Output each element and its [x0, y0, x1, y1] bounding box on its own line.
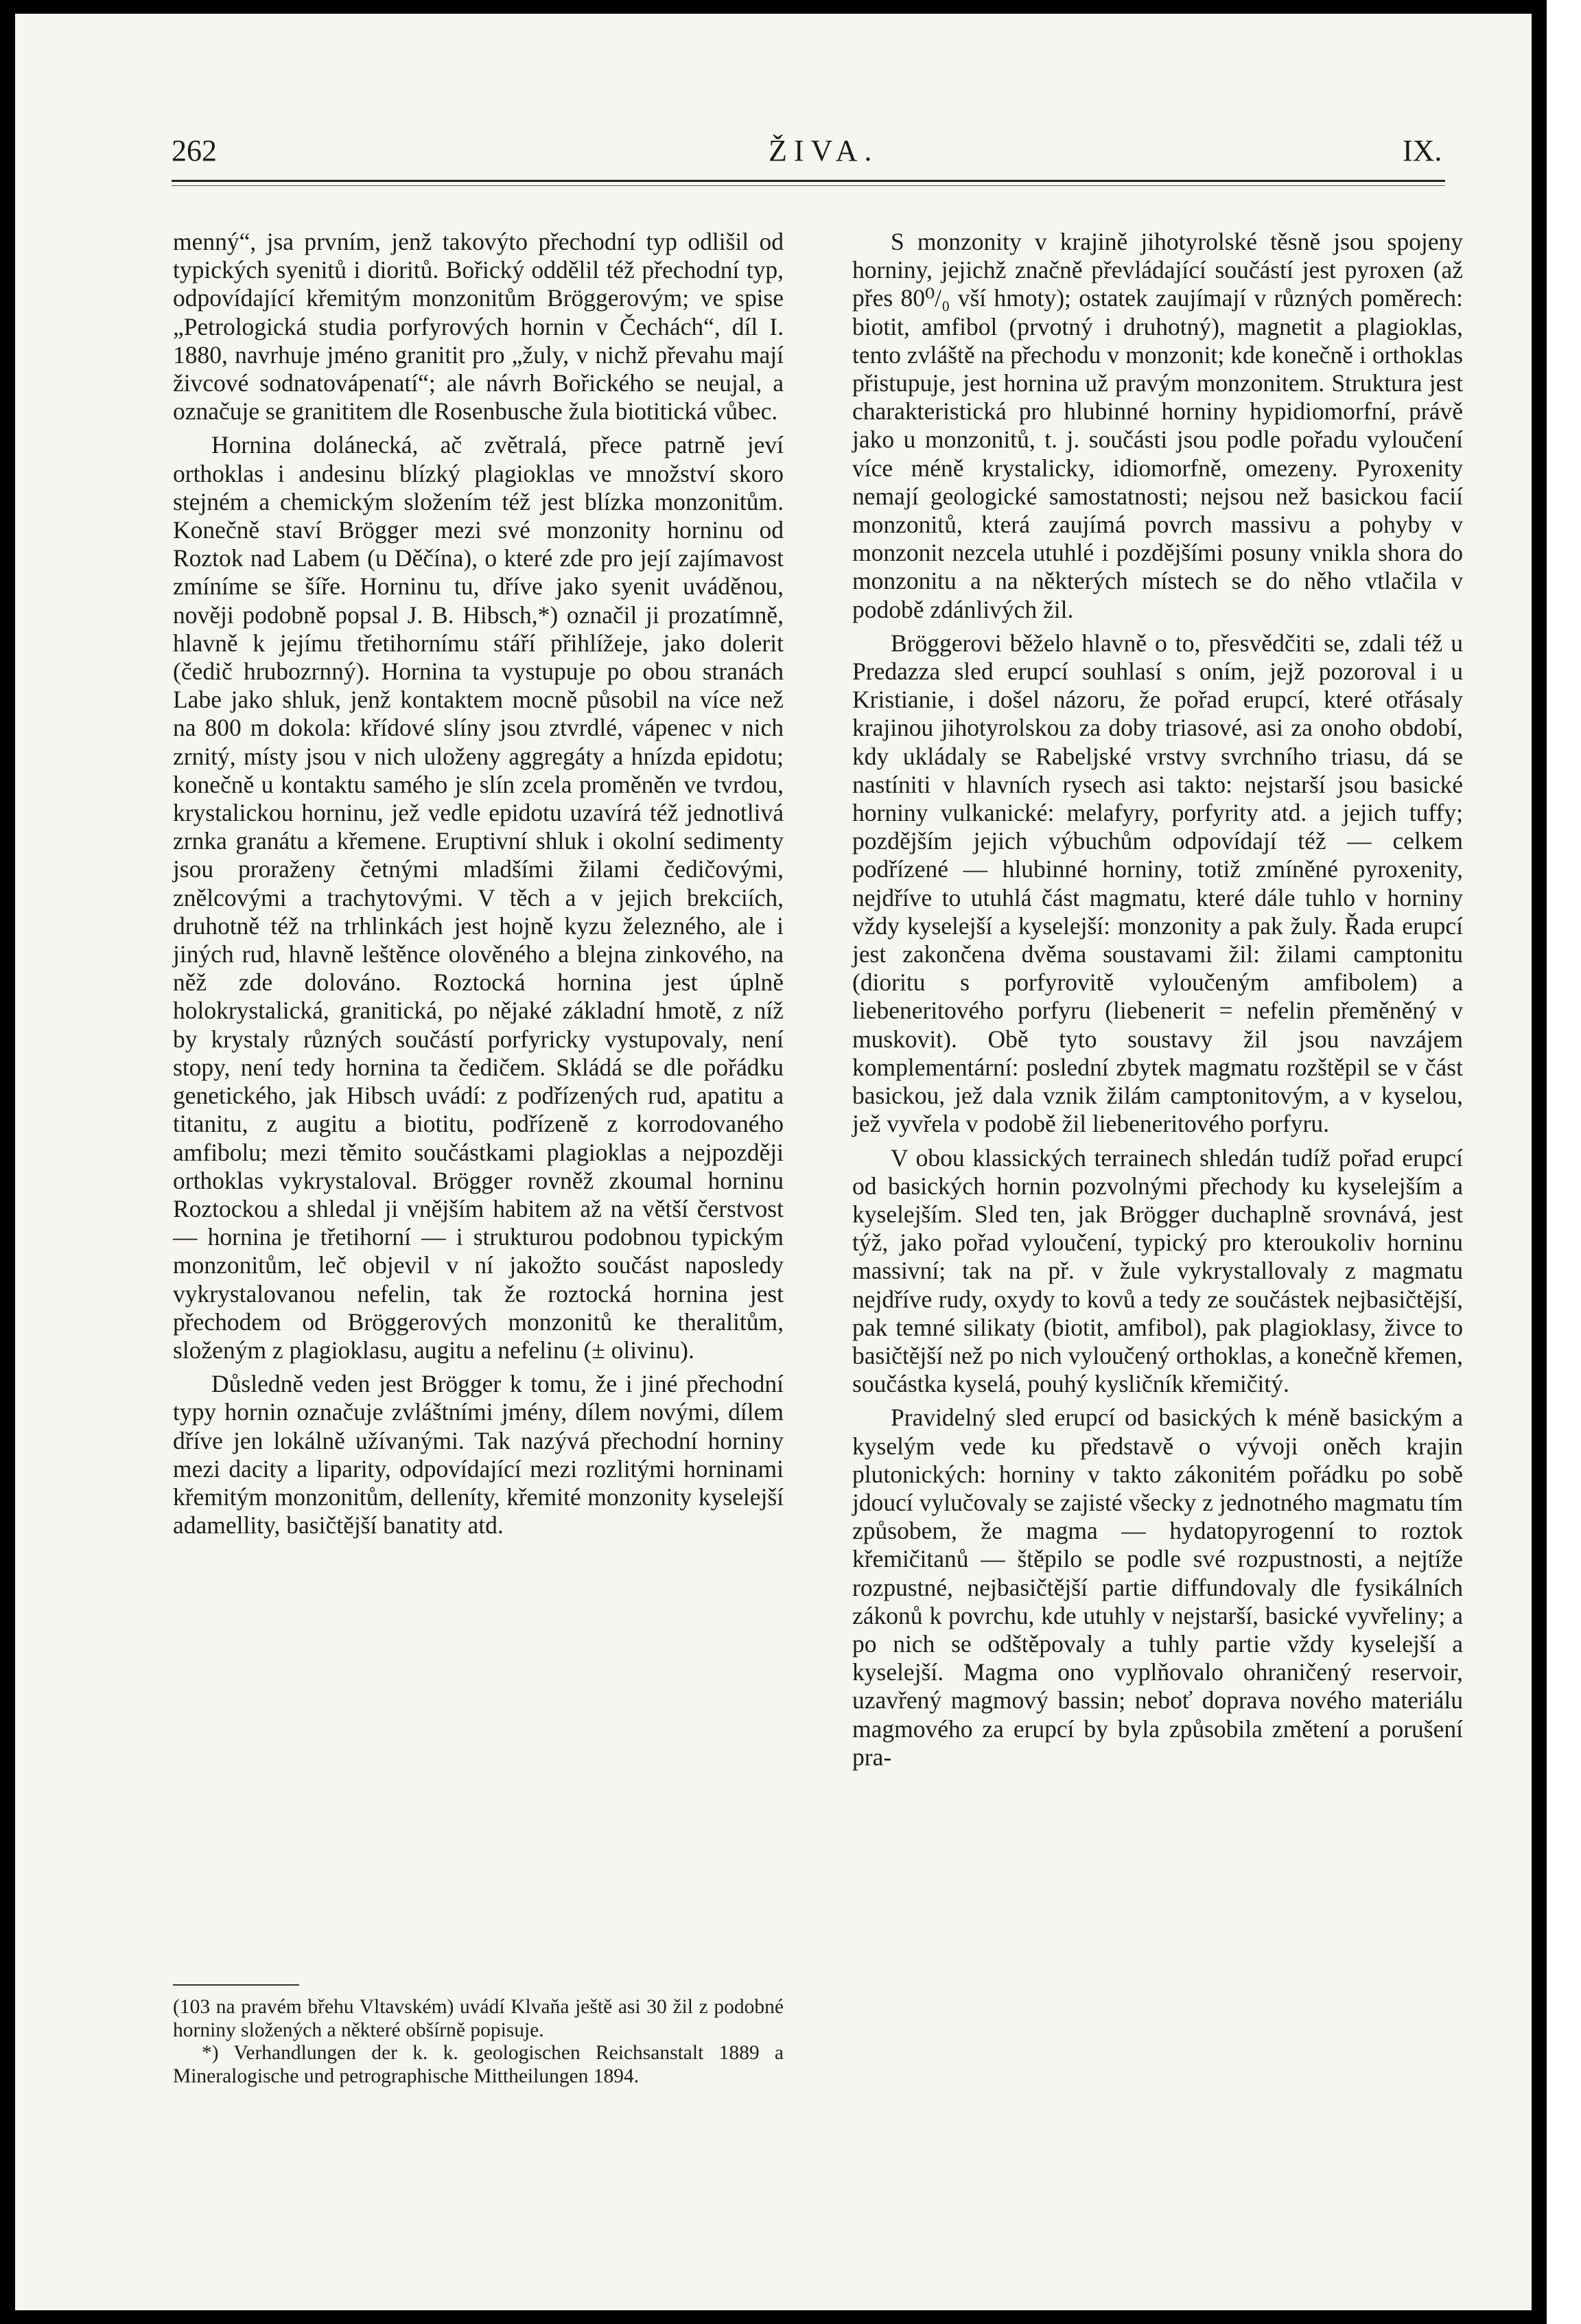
paragraph: V obou klassických terrainech shledán tudíž pořad erupcí od basických hornin pozvolnými přechody ku kyselejším a kyselejším. Sled ten, jak Brögger duchaplně srovnává, jest týž, jako pořad vyloučení, typický pro kteroukoliv horninu massivní; tak na př. v žule vykrystallovaly z magmatu nejdříve rudy, oxydy to kovů a tedy ze součástek nejbasičtější, pak temné silikaty (biotit, amfibol), pak plagioklasy, živce to basičtější než po nich vyloučený orthoklas, a konečně křemen, součástka kyselá, pouhý kysličník křemičitý.: [852, 1143, 1463, 1398]
volume-number: IX.: [1403, 134, 1442, 167]
left-column: [173, 228, 784, 1539]
journal-title: ŽIVA.: [769, 134, 879, 167]
paragraph: menný“, jsa prvním, jenž takovýto přechodní typ odlišil od typických syenitů i dioritů. Bořický oddělil též přechodní typ, odpovídající křemitým monzonitům Bröggerovým; ve spise „Petrologická studia porfyrových hornin v Čechách“, díl I. 1880, navrhuje jméno granitit pro „žuly, v nichž převahu mají živcové sodnatovápenatí“; ale návrh Bořického se neujal, a označuje se granititem dle Rosenbusche žula biotitická vůbec.: [173, 228, 784, 426]
paragraph: Pravidelný sled erupcí od basických k méně basickým a kyselým vede ku představě o vývoji oněch krajin plutonických: horniny v takto zákonitém pořádku po sobě jdoucí vylučovaly se zajisté všecky z jednotného magmatu tím způsobem, že magma — hydatopyrogenní to roztok křemičitanů — štěpilo se podle své rozpustnosti, a nejtíže rozpustné, nejbasičtější partie diffundovaly dle fysikálních zákonů k povrchu, kde utuhly v nejstarší, basické vyvřeliny; a po nich se odštěpovaly a tuhly partie vždy kyselejší a kyselejší. Magma ono vyplňovalo ohraničený reservoir, uzavřený magmový bassin; neboť doprava nového materiálu magmového za erupcí by byla způsobila změtení a porušení pra-: [852, 1404, 1463, 1771]
footnote: *) Verhandlungen der k. k. geologischen Reichsanstalt 1889 a Mineralogische und petrographische Mittheilungen 1894.: [173, 2042, 784, 2087]
footnotes: [173, 1996, 784, 2088]
header-rule-thin: [172, 185, 1445, 186]
paragraph: Bröggerovi běželo hlavně o to, přesvědčiti se, zdali též u Predazza sled erupcí souhlasí s oním, jejž pozoroval i u Kristianie, i došel názoru, že pořad erupcí, které otřásaly krajinou jihotyrolskou za doby triasové, asi za onoho období, kdy ukládaly se Rabeljské vrstvy svrchního triasu, dá se nastíniti v hlavních rysech asi takto: nejstarší jsou basické horniny vulkanické: melafyry, porfyrity atd. a jejich tuffy; pozdějším jejich výbuchům odpovídají též — celkem podřízené — hlubinné horniny, totiž zmíněné pyroxenity, nejdříve to utuhlá část magmatu, které dále tuhlo v horniny vždy kyselejší a kyselejší: monzonity a pak žuly. Řada erupcí jest zakončena dvěma soustavami žil: žilami camptonitu (dioritu s porfyrovitě vyloučeným amfibolem) a liebeneritového porfyru (liebenerit = nefelin přeměněný v muskovit). Obě tyto soustavy žil jsou navzájem komplementární: poslední zbytek magmatu rozštěpil se v část basickou, jež dala vznik žilám camptonitovým, a v kyselou, jež vyvřela v podobě žil liebeneritového porfyru.: [852, 629, 1463, 1138]
header-rule: [172, 180, 1445, 182]
footnote-rule: [173, 1984, 299, 1986]
paragraph: Hornina dolánecká, ač zvětralá, přece patrně jeví orthoklas i andesinu blízký plagioklas ve množství skoro stejném a chemickým složením též jest blízka monzonitům. Konečně staví Brögger mezi své monzonity horninu od Roztok nad Labem (u Děčína), o které zde pro její zajímavost zmíníme se šíře. Horninu tu, dříve jako syenit uváděnou, nověji podobně popsal J. B. Hibsch,*) označil ji prozatímně, hlavně k jejímu třetihornímu stáří přihlížeje, jako dolerit (čedič hrubozrnný). Hornina ta vystupuje po obou stranách Labe jako shluk, jenž kontaktem mocně působil na více než na 800 m dokola: křídové slíny jsou ztvrdlé, vápenec v nich zrnitý, místy jsou v nich uloženy aggregáty a hnízda epidotu; konečně u kontaktu samého je slín zcela proměněn ve tvrdou, krystalickou horninu, jež vedle epidotu uzavírá též jednotlivá zrnka granátu a křemene. Eruptivní shluk i okolní sedimenty jsou proraženy četnými mladšími žilami čedičovými, znělcovými a trachytovými. V těch a v jejich brekciích, druhotně též na trhlinkách jest hojně kyzu železného, ale i jiných rud, hlavně leštěnce olověného a blejna zinkového, na něž zde dolováno. Roztocká hornina jest úplně holokrystalická, granitická, po nějaké základní hmotě, z níž by krystaly různých součástí porfyricky vystupovaly, není stopy, není tedy hornina ta čedičem. Skládá se dle pořádku genetického, jak Hibsch uvádí: z podřízených rud, apatitu a titanitu, z augitu a biotitu, podřízeně z korrodovaného amfibolu; mezi těmito součástkami plagioklas a nejpozději orthoklas vykrystaloval. Brögger rovněž zkoumal horninu Roztockou a shledal ji vnějším habitem až na větší čerstvost — hornina je třetihorní — i strukturou podobnou typickým monzonitům, leč objevil v ní jakožto součást naposledy vykrystalovanou nefelin, tak že roztocká hornina jest přechodem od Bröggerových monzonitů ke theralitům, složeným z plagioklasu, augitu a nefelinu (± olivinu).: [173, 431, 784, 1364]
page-number: 262: [172, 134, 217, 167]
paragraph: S monzonity v krajině jihotyrolské těsně jsou spojeny horniny, jejichž značně převládající součástí jest pyroxen (až přes 80⁰/₀ vší hmoty); ostatek zaujímají v různých poměrech: biotit, amfibol (prvotný i druhotný), magnetit a plagioklas, tento zvláště na přechodu v monzonit; kde konečně i orthoklas přistupuje, jest hornina už pravým monzonitem. Struktura jest charakteristická pro hlubinné horniny hypidiomorfní, právě jako u monzonitů, t. j. součásti jsou podle pořadu vyloučení více méně krystalicky, idiomorfně, omezeny. Pyroxenity nemají geologické samostatnosti; nejsou než basickou facií monzonitů, která zaujímá povrch massivu a pohyby v monzonit nezcela utuhlé i pozdějšími posuny vnikla shora do monzonitu a na některých místech se do něho vtlačila v podobě zdánlivých žil.: [852, 228, 1463, 623]
footnote: (103 na pravém břehu Vltavském) uvádí Klvaňa ještě asi 30 žil z podobné horniny složených a některé obšírně popisuje.: [173, 1996, 784, 2041]
right-column: [852, 228, 1463, 1771]
paragraph: Důsledně veden jest Brögger k tomu, že i jiné přechodní typy hornin označuje zvláštními jmény, dílem novými, dílem dříve jen lokálně užívanými. Tak nazývá přechodní horniny mezi dacity a liparity, odpovídající mezi rozlitými horninami křemitým monzonitům, delleníty, křemité monzonity kyselejší adamellity, basičtější banatity atd.: [173, 1370, 784, 1539]
journal-page: [15, 14, 1532, 2310]
